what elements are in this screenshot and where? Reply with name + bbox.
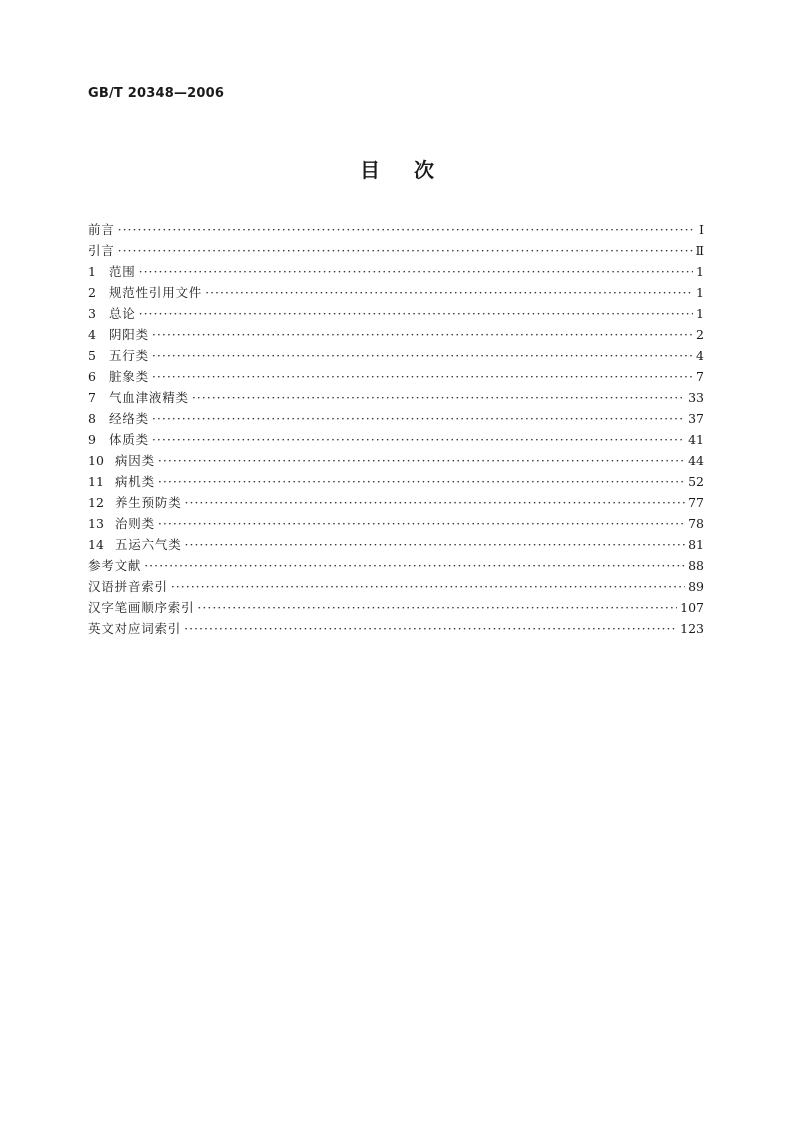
- dot-leader: [152, 324, 693, 345]
- toc-entry-label: 五行类: [109, 348, 149, 363]
- dot-leader: [185, 534, 686, 555]
- toc-entry-label: 治则类: [115, 516, 155, 531]
- toc-entry-number: 12: [88, 495, 104, 510]
- toc-entry-page: 1: [696, 285, 704, 300]
- toc-entry-number: 9: [88, 432, 96, 447]
- dot-leader: [118, 219, 693, 240]
- toc-entry-number: 7: [88, 390, 96, 405]
- toc-entry[interactable]: [88, 282, 704, 303]
- toc-entry[interactable]: [88, 597, 704, 618]
- toc-entry-label: 病因类: [115, 453, 155, 468]
- toc-entry-page: 1: [696, 306, 704, 321]
- toc-entry-page: 123: [680, 621, 704, 636]
- toc-entry-number: 14: [88, 537, 104, 552]
- toc-entry[interactable]: [88, 345, 704, 366]
- toc-entry[interactable]: [88, 429, 704, 450]
- dot-leader: [158, 513, 685, 534]
- toc-entry-number: 13: [88, 516, 104, 531]
- toc-entry-number: 10: [88, 453, 104, 468]
- toc-entry-page: 1: [696, 264, 704, 279]
- page-title-text: 目次: [360, 158, 468, 182]
- toc-entry-page: 37: [688, 411, 704, 426]
- toc-entry[interactable]: [88, 366, 704, 387]
- toc-entry[interactable]: [88, 219, 704, 240]
- toc-entry[interactable]: [88, 240, 704, 261]
- toc-entry[interactable]: [88, 387, 704, 408]
- dot-leader: [185, 492, 686, 513]
- dot-leader: [171, 576, 685, 597]
- toc-entry-number: 11: [88, 474, 104, 489]
- toc-entry-page: 89: [688, 579, 704, 594]
- toc-entry-label: 病机类: [115, 474, 155, 489]
- toc-entry-page: 2: [696, 327, 704, 342]
- toc-entry-page: 41: [688, 432, 704, 447]
- dot-leader: [139, 261, 693, 282]
- dot-leader: [152, 366, 693, 387]
- toc-entry-number: 1: [88, 264, 96, 279]
- toc-entry[interactable]: [88, 324, 704, 345]
- toc-entry[interactable]: [88, 576, 704, 597]
- toc-entry-number: 2: [88, 285, 96, 300]
- dot-leader: [205, 282, 693, 303]
- toc-entry-page: 81: [688, 537, 704, 552]
- dot-leader: [152, 408, 685, 429]
- toc-entry[interactable]: [88, 303, 704, 324]
- dot-leader: [197, 597, 677, 618]
- dot-leader: [192, 387, 685, 408]
- toc-entry[interactable]: [88, 555, 704, 576]
- toc-entry[interactable]: [88, 408, 704, 429]
- toc-entry-page: 4: [696, 348, 704, 363]
- toc-entry-label: 经络类: [109, 411, 149, 426]
- toc-entry-label: 五运六气类: [115, 537, 182, 552]
- toc-entry-label: 阴阳类: [109, 327, 149, 342]
- toc-entry-page: 107: [680, 600, 704, 615]
- toc-entry-page: 77: [688, 495, 704, 510]
- dot-leader: [158, 450, 685, 471]
- dot-leader: [118, 240, 693, 261]
- toc-entry-label: 总论: [109, 306, 136, 321]
- dot-leader: [139, 303, 693, 324]
- toc-entry-label: 汉字笔画顺序索引: [88, 600, 195, 615]
- toc-entry-number: 8: [88, 411, 96, 426]
- standard-code: GB/T 20348—2006: [88, 86, 225, 101]
- toc-entry-number: 6: [88, 369, 96, 384]
- toc-entry-page: 44: [688, 453, 704, 468]
- toc-entry-label: 前言: [88, 222, 115, 237]
- table-of-contents: [88, 219, 704, 639]
- toc-entry-label: 参考文献: [88, 558, 142, 573]
- toc-entry-number: 5: [88, 348, 96, 363]
- toc-entry[interactable]: [88, 492, 704, 513]
- toc-entry-label: 体质类: [109, 432, 149, 447]
- page-title: [0, 154, 794, 183]
- toc-entry-label: 汉语拼音索引: [88, 579, 168, 594]
- toc-entry-page: 33: [688, 390, 704, 405]
- toc-entry-label: 范围: [109, 264, 136, 279]
- toc-entry[interactable]: [88, 261, 704, 282]
- toc-entry-page: 52: [688, 474, 704, 489]
- toc-entry-label: 规范性引用文件: [109, 285, 203, 300]
- dot-leader: [184, 618, 677, 639]
- toc-entry-label: 英文对应词索引: [88, 621, 182, 636]
- toc-entry[interactable]: [88, 450, 704, 471]
- toc-entry[interactable]: [88, 471, 704, 492]
- toc-entry-page: Ⅱ: [695, 243, 704, 258]
- toc-entry-label: 引言: [88, 243, 115, 258]
- dot-leader: [152, 429, 685, 450]
- toc-entry-page: 78: [688, 516, 704, 531]
- dot-leader: [152, 345, 693, 366]
- toc-entry-page: 7: [696, 369, 704, 384]
- toc-entry-page: 88: [688, 558, 704, 573]
- toc-entry-number: 4: [88, 327, 96, 342]
- toc-entry-number: 3: [88, 306, 96, 321]
- dot-leader: [144, 555, 685, 576]
- toc-entry[interactable]: [88, 513, 704, 534]
- toc-entry[interactable]: [88, 534, 704, 555]
- toc-entry-label: 气血津液精类: [109, 390, 189, 405]
- toc-entry-label: 养生预防类: [115, 495, 182, 510]
- toc-entry-page: Ⅰ: [699, 222, 704, 237]
- dot-leader: [158, 471, 685, 492]
- toc-entry[interactable]: [88, 618, 704, 639]
- toc-entry-label: 脏象类: [109, 369, 149, 384]
